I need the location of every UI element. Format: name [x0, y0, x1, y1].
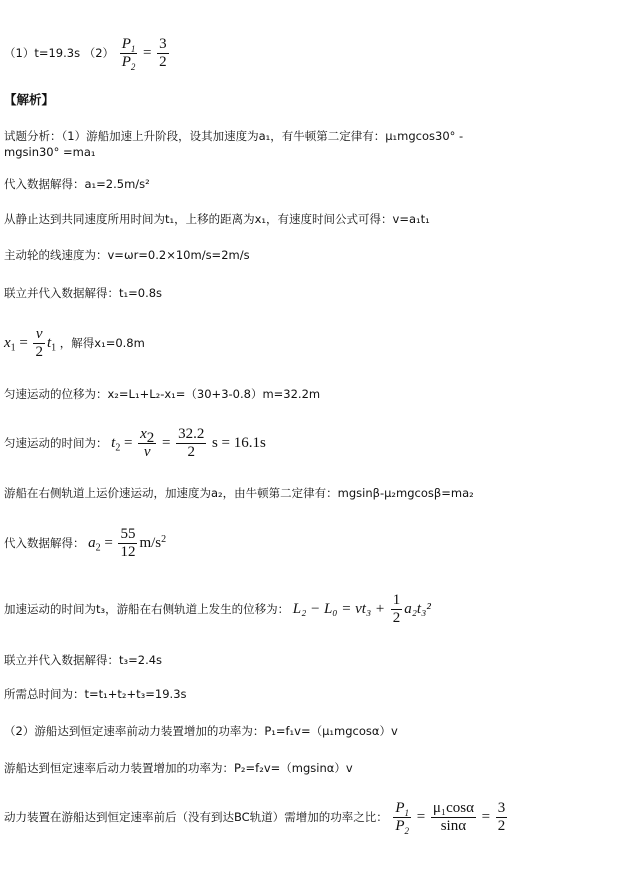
p2-symbol: P	[395, 818, 405, 834]
ratio-value-fraction	[496, 800, 508, 835]
x-symbol: x	[4, 335, 11, 351]
analysis-line-4: 从静止达到共同速度所用时间为t₁，上移的距离为x₁，有速度时间公式可得：v=a₁t₁	[4, 212, 430, 226]
t-symbol: t	[111, 435, 116, 451]
line-label: 加速运动的时间为t₃，游船在右侧轨道上发生的位移为：	[4, 602, 290, 616]
analysis-line-2: mgsin30° =ma₁	[4, 145, 96, 159]
p1-symbol: P	[121, 36, 131, 52]
analysis-line-13: 联立并代入数据解得：t₃=2.4s	[4, 653, 163, 667]
analysis-line-14: 所需总时间为：t=t₁+t₂+t₃=19.3s	[4, 687, 187, 701]
p2-symbol: P	[121, 54, 131, 70]
analysis-line-3: 代入数据解得：a₁=2.5m/s²	[4, 177, 150, 191]
equals-sign: =	[123, 435, 133, 451]
analysis-line-15: （2）游船达到恒定速率前动力装置增加的功率为：P₁=f₁v=（μ₁mgcosα）v	[4, 724, 398, 738]
analysis-line-7	[4, 326, 145, 361]
answer-part1: （1）t=19.3s （2）	[4, 46, 115, 60]
fraction-numerator: x	[140, 426, 147, 442]
p1-sub: 1	[404, 808, 410, 818]
p2-sub: 2	[130, 62, 136, 72]
ratio-denominator: 2	[159, 54, 167, 70]
fraction-numerator: 3	[497, 800, 506, 816]
fraction-denominator: sinα	[440, 818, 467, 834]
x-sub: 1	[10, 342, 16, 354]
t-sub: 2	[115, 442, 121, 454]
line-label: 代入数据解得：	[4, 536, 85, 550]
equals-sign: =	[481, 809, 491, 825]
fraction-numerator: 1	[392, 592, 401, 608]
a-sub: 2	[95, 542, 101, 554]
analysis-line-11	[4, 526, 166, 561]
analysis-line-8: 匀速运动的位移为：x₂=L₁+L₂-x₁=（30+3-0.8）m=32.2m	[4, 387, 321, 401]
fraction-denominator: 2	[497, 818, 506, 834]
unit-exponent: 2	[161, 534, 167, 546]
solve-text: ，解得x₁=0.8m	[59, 336, 145, 350]
fraction-numerator: 32.2	[178, 426, 205, 442]
fraction-denominator: 12	[120, 544, 136, 560]
analysis-line-16: 游船达到恒定速率后动力装置增加的功率为：P₂=f₂v=（mgsinα）v	[4, 761, 353, 775]
result-text: s = 16.1s	[211, 435, 266, 451]
x2-over-v-fraction	[138, 426, 156, 461]
fraction-numerator: 55	[120, 526, 136, 542]
analysis-line-10: 游船在右侧轨道上运价速运动，加速度为a₂，由牛顿第二定律有：mgsinβ-μ₂mgcosβ=ma₂	[4, 486, 474, 500]
fraction-numerator: μ₁cosα	[432, 800, 474, 816]
analysis-line-1: 试题分析：（1）游船加速上升阶段，设其加速度为a₁，有牛顿第二定律有：μ₁mgcos30° -	[4, 129, 464, 143]
t-sub: 1	[51, 342, 57, 354]
section-title: 【解析】	[4, 92, 55, 107]
p1-sub: 1	[130, 44, 136, 54]
p1-symbol: P	[395, 800, 405, 816]
ratio-value-fraction	[157, 36, 169, 71]
answer-line	[4, 36, 171, 71]
displacement-expression: L₂ − L₀ = vt₃ +	[292, 601, 386, 617]
analysis-line-17	[4, 800, 509, 835]
ratio-numerator: 3	[159, 36, 167, 52]
t-symbol: t	[46, 335, 52, 351]
a-symbol: a	[88, 535, 96, 551]
analysis-line-9	[4, 426, 266, 461]
unit-text: m/s	[139, 535, 162, 551]
power-ratio-fraction	[393, 800, 411, 835]
v-over-2-fraction	[33, 326, 45, 361]
cos-over-sin-fraction	[431, 800, 476, 835]
equals-sign: =	[104, 535, 113, 551]
power-ratio-fraction	[120, 36, 138, 71]
analysis-line-12	[4, 592, 431, 627]
equals-sign: =	[143, 45, 152, 61]
numerator-sub: 2	[146, 430, 155, 446]
expression-tail: a₂t₃²	[404, 601, 431, 617]
line-label: 匀速运动的时间为：	[4, 436, 108, 450]
analysis-line-6: 联立并代入数据解得：t₁=0.8s	[4, 286, 163, 300]
fraction-numerator: v	[33, 326, 45, 344]
fraction-denominator: 2	[35, 344, 43, 360]
fraction-denominator: 2	[392, 610, 401, 626]
fraction-denominator: v	[143, 444, 151, 460]
a2-value-fraction	[118, 526, 137, 561]
numeric-fraction	[176, 426, 206, 461]
analysis-line-5: 主动轮的线速度为：v=ωr=0.2×10m/s=2m/s	[4, 248, 250, 262]
half-fraction	[391, 592, 403, 627]
equals-sign: =	[19, 335, 28, 351]
line-label: 动力装置在游船达到恒定速率前后（没有到达BC轨道）需增加的功率之比：	[4, 810, 388, 824]
p2-sub: 2	[404, 826, 410, 836]
equals-sign: =	[161, 435, 171, 451]
fraction-denominator: 2	[187, 444, 195, 460]
equals-sign: =	[416, 809, 426, 825]
